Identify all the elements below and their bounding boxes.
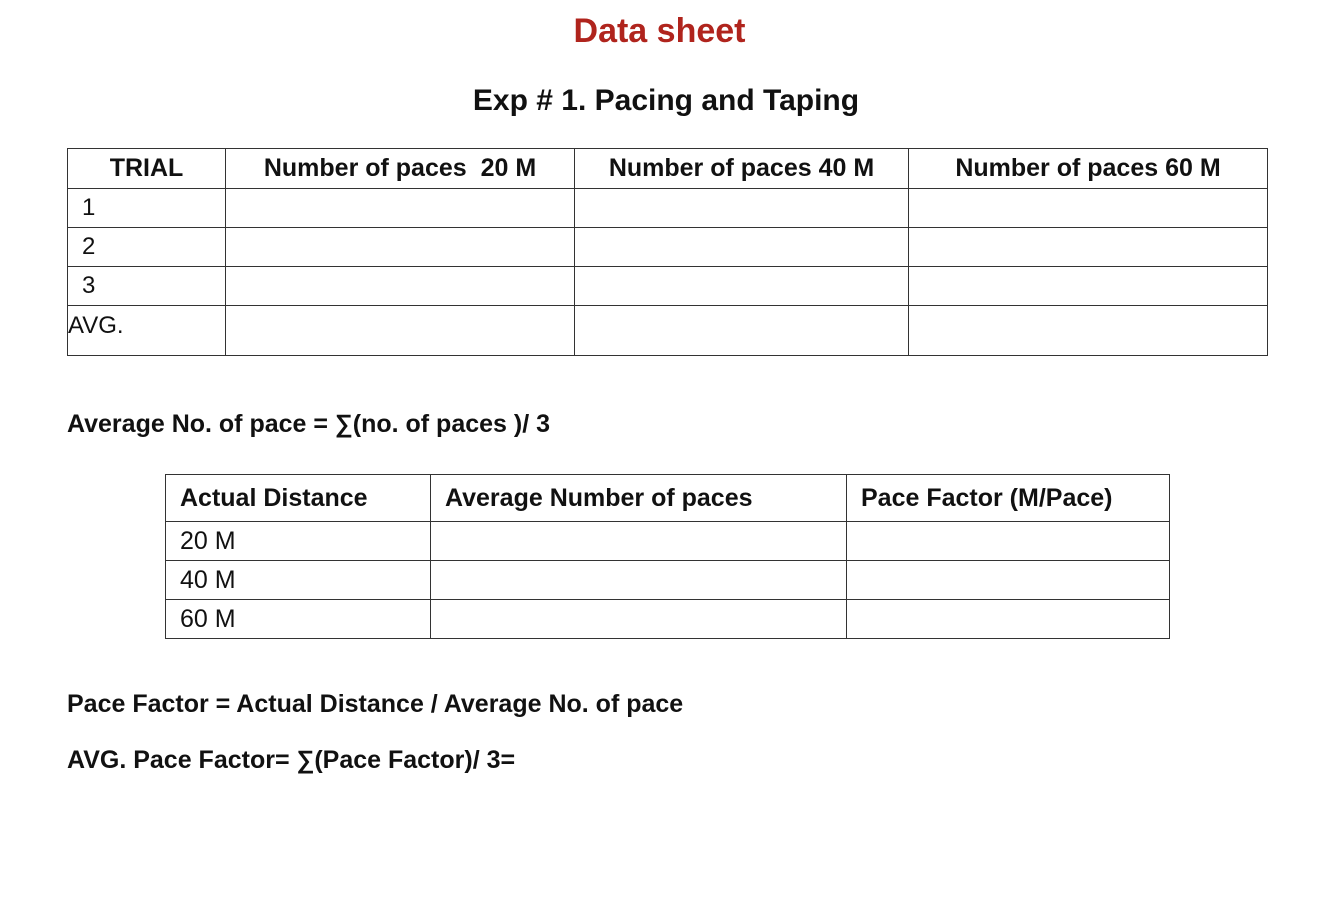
header-average-paces: Average Number of paces xyxy=(431,475,847,522)
input-cell[interactable] xyxy=(847,561,1170,600)
input-cell[interactable] xyxy=(909,306,1268,356)
table-row xyxy=(68,228,1268,267)
input-cell[interactable] xyxy=(909,228,1268,267)
input-cell[interactable] xyxy=(226,306,575,356)
input-cell[interactable] xyxy=(431,561,847,600)
header-paces-60m: Number of paces 60 M xyxy=(909,149,1268,189)
input-cell[interactable] xyxy=(226,189,575,228)
input-cell[interactable] xyxy=(431,522,847,561)
trial-label: 3 xyxy=(68,267,226,306)
avg-label: AVG. xyxy=(68,306,226,356)
input-cell[interactable] xyxy=(226,267,575,306)
table-row xyxy=(68,189,1268,228)
input-cell[interactable] xyxy=(575,228,909,267)
table-header-row xyxy=(68,149,1268,189)
pace-factor-table xyxy=(165,474,1170,639)
input-cell[interactable] xyxy=(847,522,1170,561)
experiment-title: Exp # 1. Pacing and Taping xyxy=(472,84,860,117)
distance-label: 20 M xyxy=(166,522,431,561)
pace-factor-formula: Pace Factor = Actual Distance / Average No. of pace xyxy=(67,690,684,718)
trial-label: 2 xyxy=(68,228,226,267)
header-actual-distance: Actual Distance xyxy=(166,475,431,522)
avg-pace-factor-formula: AVG. Pace Factor= ∑(Pace Factor)/ 3= xyxy=(67,746,516,774)
table-row xyxy=(68,306,1268,356)
average-formula: Average No. of pace = ∑(no. of paces )/ 3 xyxy=(67,410,550,438)
table-row xyxy=(166,522,1170,561)
table-row xyxy=(166,561,1170,600)
distance-label: 60 M xyxy=(166,600,431,639)
input-cell[interactable] xyxy=(575,189,909,228)
trial-label: 1 xyxy=(68,189,226,228)
header-paces-40m: Number of paces 40 M xyxy=(575,149,909,189)
table-row xyxy=(68,267,1268,306)
input-cell[interactable] xyxy=(909,189,1268,228)
header-paces-20m: Number of paces 20 M xyxy=(226,149,575,189)
input-cell[interactable] xyxy=(575,267,909,306)
header-pace-factor: Pace Factor (M/Pace) xyxy=(847,475,1170,522)
input-cell[interactable] xyxy=(431,600,847,639)
header-trial: TRIAL xyxy=(68,149,226,189)
input-cell[interactable] xyxy=(909,267,1268,306)
distance-label: 40 M xyxy=(166,561,431,600)
table-header-row xyxy=(166,475,1170,522)
input-cell[interactable] xyxy=(847,600,1170,639)
input-cell[interactable] xyxy=(226,228,575,267)
page-title: Data sheet xyxy=(573,12,746,50)
table-row xyxy=(166,600,1170,639)
trial-table xyxy=(67,148,1268,356)
input-cell[interactable] xyxy=(575,306,909,356)
